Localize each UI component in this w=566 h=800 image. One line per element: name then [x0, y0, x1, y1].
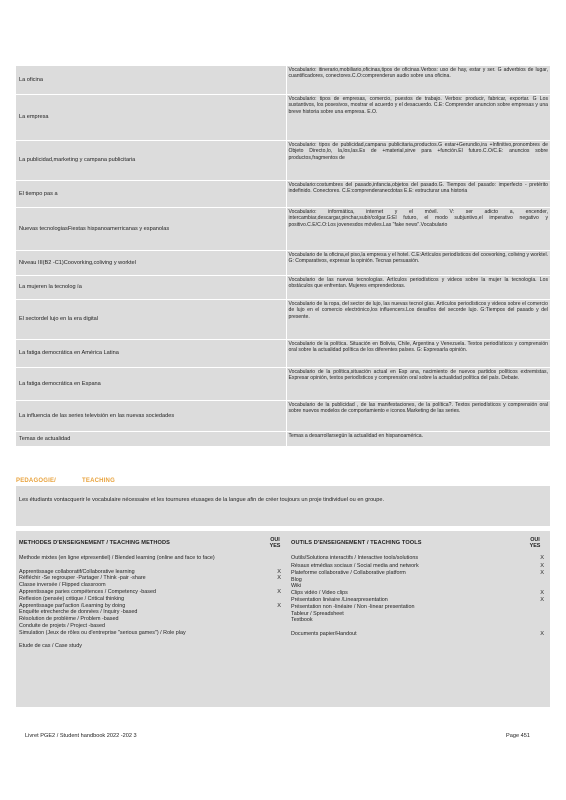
tools-column — [288, 531, 523, 707]
topic-title: Temas de actualidad — [16, 432, 286, 446]
tools-checkmark: X — [540, 555, 544, 561]
methods-checkmark — [269, 555, 281, 569]
methods-item: Enquête etrecherche de données / Inquiry -based — [19, 609, 138, 616]
topic-content: Vocabulario: itinerario,mobiliario,oficinas,tipos de oficinas.Verbos: uso de hay, estar y ser. G adverbios de lugar, cuantificadores, conectores.C.O:comprenderun audio sobre una oficina. — [287, 66, 551, 94]
page-footer — [25, 733, 530, 739]
topic-title: La fatiga democrática en Espana — [16, 368, 286, 400]
topic-row — [16, 141, 550, 181]
methods-yes-header: OUI YES — [269, 537, 281, 549]
methods-checkmark — [269, 609, 281, 616]
tools-item: Documents papier/Handout — [291, 630, 357, 637]
methods-item: Apprentissage paries compétences / Competency -based — [19, 588, 156, 595]
tools-checkmark — [526, 604, 544, 611]
tools-item: Tableur / Spreadsheet — [291, 610, 344, 617]
methods-checkmark — [269, 623, 281, 630]
methods-checkmark — [269, 616, 281, 623]
topic-row — [16, 300, 550, 340]
tools-item: Blog — [291, 576, 302, 583]
pedagogy-heading — [16, 478, 115, 484]
pedagogy-intro: Les étudiants vontacquerir le vocabulaire nécessaire et les tournures etusages de la langue afin de créer toujours un proje tindividuel ou en groupe. — [16, 486, 550, 526]
topic-row — [16, 251, 550, 276]
tools-item — [291, 624, 520, 631]
tools-checkmark: X — [540, 563, 544, 569]
tools-item: Présentation linéaire /Linearpresentation — [291, 596, 388, 603]
topic-content: Vocabulario de la política,situación actual en Esp ana, nacimiento de nuevos partidos políticos extremistas, Expresar opinión, textos periodísticos y comprensión oral sobre la actualidad política del país. Debate. — [287, 368, 551, 400]
topic-content: Vocabulario de la publicidad , de las manifestaciones, de la política?. Textos periodísticos y comprensión oral sobre nuevos modelos de comportamiento e iconos.Marketing de las series. — [287, 401, 551, 431]
footer-page-number: Page 451 — [506, 733, 530, 739]
methods-checkmark — [269, 596, 281, 603]
methods-checkmark — [269, 643, 281, 650]
tools-header: OUTILS D'ENSEIGNEMENT / TEACHING TOOLS — [291, 540, 422, 546]
course-topics-table — [16, 66, 550, 447]
footer-handbook: Livret PGE2 / Student handbook 2022 -202 3 — [25, 733, 137, 739]
methods-column — [16, 531, 266, 707]
topic-row — [16, 208, 550, 251]
methods-header: METHODES D'ENSEIGNEMENT / TEACHING METHODS — [19, 540, 170, 546]
tools-checkmark: X — [540, 590, 544, 597]
topic-content: Vocabulario de la oficina,el piso,la empresa y el hotel. C.E:Artículos periodísticos del coovorking, coliving y worktel. G: Comparativos, expresar la opinión. Tecnas persuasión. — [287, 251, 551, 275]
topic-title: La influencia de las series televisión en las nuevas sociedades — [16, 401, 286, 431]
topic-content: Vocabulario de las nuevas tecnologías. Artículos periodísticos y videos sobre la mujer la tecnología. Los obstáculos que enfrentan. Mujeres emprendedoras. — [287, 276, 551, 299]
methods-checkmark: X — [277, 575, 281, 582]
tools-checkmark: X — [540, 569, 544, 576]
methods-item: Simulation (Jeux de rôles ou d'entreprise "serious games") / Role play — [19, 629, 186, 636]
topic-title: Niveau III(B2 -C1)Coovorking,coliving y worktel — [16, 251, 286, 275]
tools-item: Clips vidéo / Video clips — [291, 590, 348, 597]
topic-content: Vocabulario de la ropa, del sector de lujo, las nuevas tecnol gías. Artículos periodísticos y videos sobre el comercio de lujo en el comercio electrónico,los influencers.Los desafíos del secorde lujo. G:Tiempos del pasado y del presente. — [287, 300, 551, 339]
methods-item: Réfléchir -Se regrouper -Partager / Think -pair -share — [19, 575, 146, 582]
tools-checkmark — [526, 583, 544, 590]
tools-yes-header: OUI YES — [529, 537, 541, 549]
topic-title: La mujeren la tecnolog ía — [16, 276, 286, 299]
topic-title: La empresa — [16, 95, 286, 140]
methods-item: Apprentissage parl'action /Learning by doing — [19, 602, 126, 609]
topic-title: Nuevas tecnologiasFiestas hispanoamerricanas y espanolas — [16, 208, 286, 250]
tools-checkmark: X — [540, 630, 544, 637]
methods-item: Classe inversée / Flipped classroom — [19, 582, 106, 589]
methods-checkmark: X — [277, 568, 281, 575]
methods-tools-table — [16, 531, 550, 707]
topic-title: La oficina — [16, 66, 286, 94]
topic-content: Vocabulario: informática, internet y el móvil. V: ser adicto a, encender, intercambiar,descargar,pinchar,subir/colgar.G:El futuro, el modo subjuntivo,el imperativo negativo y positivo.C.E/C.O:Los jovenesdos móviles.Las "fake news".Vocabulario — [287, 208, 551, 250]
topic-content: Vocabulario: tipos de empresas, comercio, puestos de trabajo. Verbos: producir, fabricar, exportar. G Los sustantivos, los posesivos, mostrar el acuerdo y el desacuerdo. C.E: Comprender anuncion sobre empresas y una breve historia sobre una empresa. E.O. — [287, 95, 551, 140]
topic-row — [16, 276, 550, 300]
methods-checkmark: X — [277, 588, 281, 595]
methods-checkmark — [269, 630, 281, 644]
topic-content: Vocabulario: tipos de publicidad,campana publicitaria,productos.G estar+Gerundio,ira +Infinitivo,pronombres de Objeto Directo,lo, la,los,las.Es de +material,sirve para +función.El futuro.C.O/C.E: anuncios sobre productos,fragmentos de — [287, 141, 551, 180]
methods-checkmark: X — [277, 602, 281, 609]
tools-yes-column — [523, 531, 547, 707]
topic-row — [16, 401, 550, 432]
topic-row — [16, 181, 550, 208]
tools-item: Textbook — [291, 617, 313, 624]
topic-title: El tiempo pas a — [16, 181, 286, 207]
methods-checkmark — [269, 582, 281, 589]
pedagogy-title-en: TEACHING — [82, 478, 115, 484]
topic-row — [16, 368, 550, 401]
methods-item: Reflexion (pensée) critique / Critical thinking — [19, 595, 125, 602]
topic-title: El sectordel lujo en la era digital — [16, 300, 286, 339]
methods-item: Apprentissage collaboratif/Collaborative learning — [19, 568, 135, 575]
methods-item: Résolution de problème / Problem -based — [19, 616, 119, 623]
topic-content: Vocabulario:costumbres del pasado,infancia,objetos del pasado.G. Tiempos del pasado: imperfecto - pretérito indefinido. Conectores. C.E:comprenderanecdotas E.E: estructurar una historia — [287, 181, 551, 207]
tools-checkmark — [526, 577, 544, 584]
topic-row — [16, 66, 550, 95]
methods-item: Conduite de projets / Project -based — [19, 622, 106, 629]
tools-checkmark — [526, 617, 544, 624]
methods-item: Methode mixtes (en ligne etpresentiel) / Blended learning (online and face to face) — [19, 555, 215, 561]
tools-checkmark — [526, 611, 544, 618]
topic-row — [16, 95, 550, 141]
tools-item: Outils/Solutions interactifs / Interactive tools/solutions — [291, 555, 419, 561]
tools-item: Présentation non -linéaire / Non -linear presentation — [291, 603, 415, 610]
tools-item: Wiki — [291, 583, 302, 590]
methods-item: Etude de cas / Case study — [19, 643, 82, 650]
topic-title: La fatiga democrática en América Latina — [16, 340, 286, 367]
methods-yes-column — [266, 531, 284, 707]
topic-title: La publicidad,marketing y campana publicitaria — [16, 141, 286, 180]
tools-item: Résaux etmédias sociaux / Social media and network — [291, 563, 419, 569]
tools-checkmark — [526, 624, 544, 631]
tools-item: Plateforme collaborative / Collaborative platform — [291, 569, 406, 576]
tools-checkmark: X — [540, 596, 544, 603]
topic-row — [16, 432, 550, 447]
topic-row — [16, 340, 550, 368]
topic-content: Temas a desarrollarsegún la actualidad en hispanoamérica. — [287, 432, 551, 446]
pedagogy-title: PEDAGOGIE/ — [16, 478, 57, 484]
topic-content: Vocabulario de la política. Situación en Bolivia, Chile, Argentina y Venezuela. Textos periodísticos y comprensión oral sobre la actualidad política de los diferentes países. G: Expresarla opinión. — [287, 340, 551, 367]
